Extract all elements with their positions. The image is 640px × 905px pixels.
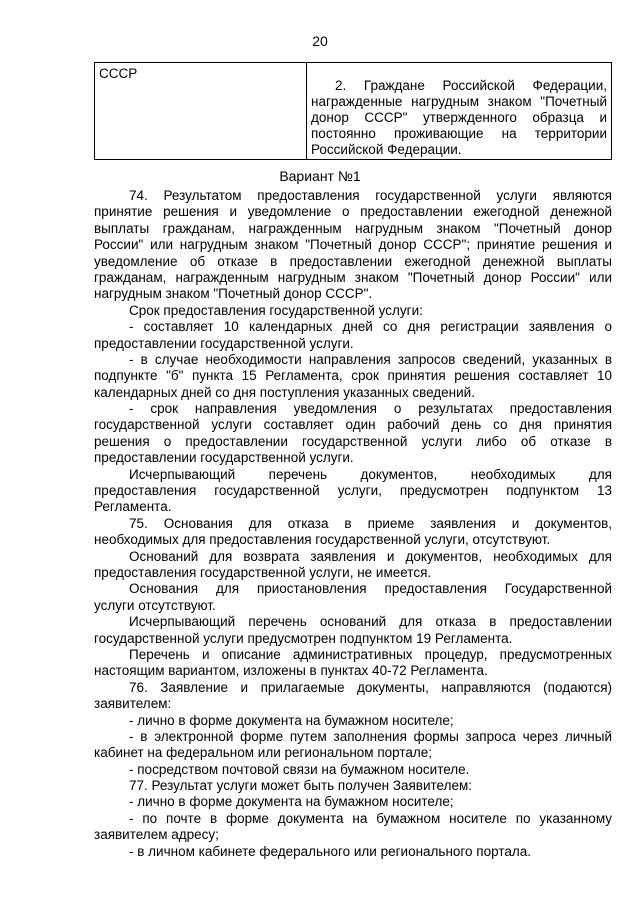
body-text (94, 188, 612, 860)
text-line: Срок предоставления государственной услуги: (129, 302, 423, 318)
text-line: выплаты гражданам, награжденным нагрудным знаком "Почетный донор (94, 220, 612, 236)
text-line: - в электронной форме путем заполнения формы запроса через личный (129, 728, 612, 744)
text-line: Основания для приостановления предоставления Государственной (129, 581, 612, 597)
text-line: заявителем: (94, 696, 172, 712)
text-line: - лично в форме документа на бумажном носителе; (129, 794, 454, 810)
text-line: - лично в форме документа на бумажном носителе; (129, 712, 454, 728)
text-line: решения о предоставлении государственной услуги либо об отказе в (94, 433, 612, 449)
text-line: государственной услуги предусмотрен подпунктом 19 Регламента. (94, 630, 513, 646)
text-line: предоставления государственной услуги, не имеется. (94, 564, 432, 580)
text-line: Оснований для возврата заявления и документов, необходимых для (129, 548, 612, 564)
text-line: - срок направления уведомления о результатах предоставления (129, 401, 612, 417)
table-cell-line: 2. Граждане Российской Федерации, (335, 78, 607, 93)
continuation-table (94, 62, 612, 160)
text-line: кабинет на федеральном или региональном портале; (94, 745, 433, 761)
variant-heading: Вариант №1 (279, 168, 361, 184)
text-line: Перечень и описание административных процедур, предусмотренных (129, 646, 612, 662)
table-cell-line: донор СССР" утвержденного образца и (311, 110, 607, 125)
text-line: заявителем адресу; (94, 827, 219, 843)
text-line: принятие решения и уведомление о предоставлении ежегодной денежной (94, 204, 612, 220)
text-line: нагрудным знаком "Почетный донор СССР". (94, 286, 373, 302)
text-line: 75. Основания для отказа в приеме заявления и документов, (129, 515, 612, 531)
table-cell-right (307, 63, 612, 160)
text-line: - составляет 10 календарных дней со дня регистрации заявления о (129, 319, 612, 335)
text-line: предоставлении государственной услуги. (94, 450, 354, 466)
table-row (95, 63, 612, 160)
text-line: услуги отсутствуют. (94, 597, 216, 613)
text-line: уведомление об отказе в предоставлении ежегодной денежной выплаты (94, 253, 612, 269)
table-cell-line: награжденные нагрудным знаком "Почетный (311, 94, 607, 109)
text-line: предоставлении государственной услуги. (94, 335, 354, 351)
text-line: календарных дней со дня поступления указанных сведений. (94, 384, 475, 400)
text-line: - в личном кабинете федерального или регионального портала. (129, 843, 532, 859)
table-cell-line: Российской Федерации. (311, 142, 462, 157)
text-line: государственной услуги составляет один рабочий день со дня принятия (94, 417, 612, 433)
text-line: предоставления государственной услуги, предусмотрен подпунктом 13 (94, 483, 612, 499)
text-line: необходимых для предоставления государственной услуги, отсутствуют. (94, 532, 551, 548)
text-line: - в случае необходимости направления запросов сведений, указанных в (129, 351, 612, 367)
text-line: Регламента. (94, 499, 172, 515)
text-line: Исчерпывающий перечень оснований для отказа в предоставлении (129, 614, 612, 630)
text-line: России" или нагрудным знаком "Почетный донор СССР"; принятие решения и (94, 237, 612, 253)
table-cell-left: СССР (95, 63, 307, 160)
text-line: настоящим вариантом, изложены в пунктах 40-72 Регламента. (94, 663, 488, 679)
text-line: 74. Результатом предоставления государственной услуги являются (129, 188, 612, 203)
text-line: - по почте в форме документа на бумажном носителе по указанному (129, 810, 612, 826)
text-line: - посредством почтовой связи на бумажном носителе. (129, 761, 470, 777)
text-line: подпункте "б" пункта 15 Регламента, срок принятия решения составляет 10 (94, 368, 612, 384)
text-line: 77. Результат услуги может быть получен Заявителем: (129, 778, 473, 794)
text-line: Исчерпывающий перечень документов, необходимых для (129, 466, 612, 482)
text-line: 76. Заявление и прилагаемые документы, направляются (подаются) (129, 679, 612, 695)
page-number: 20 (312, 33, 328, 49)
table-cell-line: постоянно проживающие на территории (311, 126, 607, 141)
text-line: гражданам, награжденным нагрудным знаком "Почетный донор России" или (94, 269, 612, 285)
